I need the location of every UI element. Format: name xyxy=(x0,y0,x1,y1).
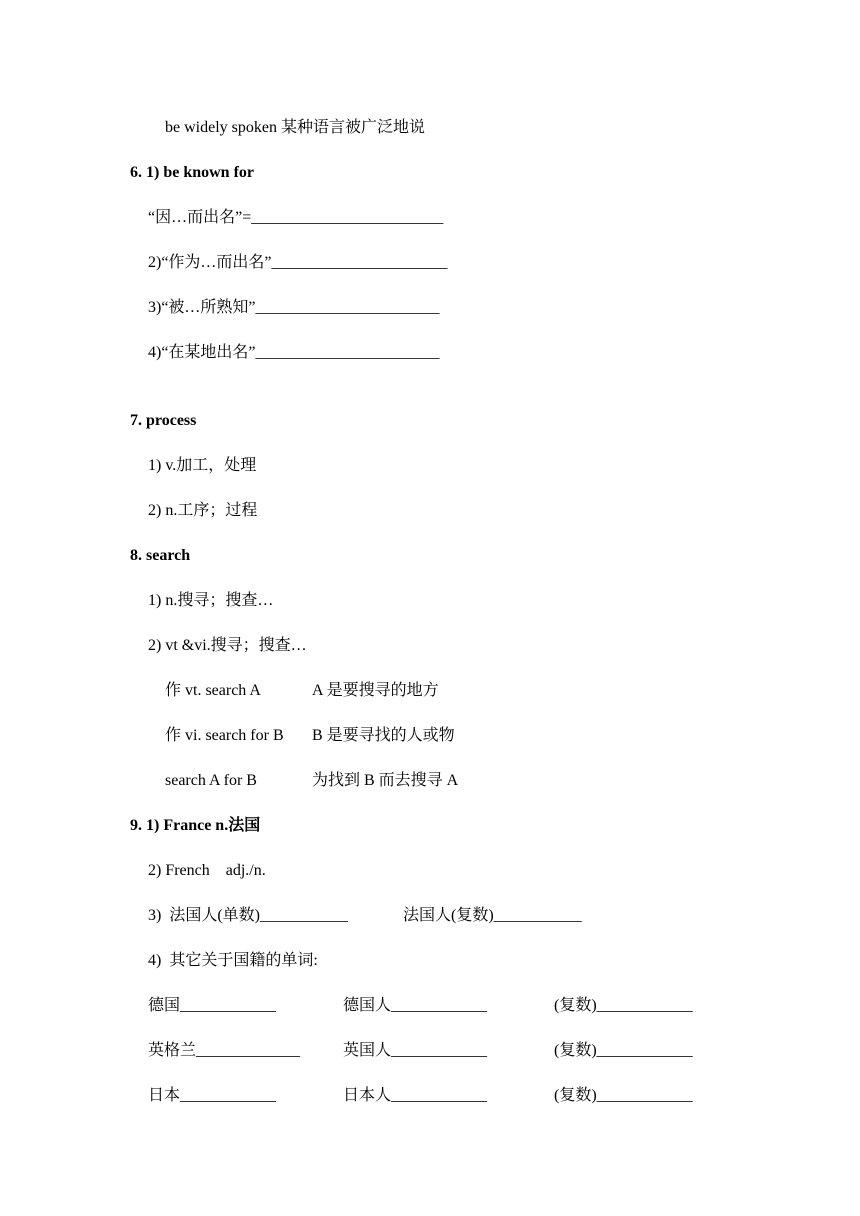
item-8-usage-3-form: search A for B xyxy=(165,772,257,789)
item-9-heading: 9. 1) France n.法国 xyxy=(130,817,261,834)
item-6-heading: 6. 1) be known for xyxy=(130,164,255,181)
item-7-line-2: 2) n.工序；过程 xyxy=(148,502,258,519)
item-9-line-4: 4) 其它关于国籍的单词: xyxy=(148,952,318,969)
item-6-line-4: 4)“在某地出名”_______________________ xyxy=(148,344,440,361)
item-6-line-3: 3)“被…所熟知”_______________________ xyxy=(148,299,440,316)
nationality-row-3-plural: (复数)____________ xyxy=(554,1087,693,1104)
item-7-line-1: 1) v.加工，处理 xyxy=(148,457,257,474)
item-8-usage-1-form: 作 vt. search A xyxy=(165,682,261,699)
item-8-usage-2-form: 作 vi. search for B xyxy=(165,727,284,744)
item-8-usage-1-meaning: A 是要搜寻的地方 xyxy=(312,682,439,699)
nationality-row-3-country: 日本____________ xyxy=(148,1087,277,1104)
nationality-row-1-plural: (复数)____________ xyxy=(554,997,693,1014)
nationality-row-2-plural: (复数)____________ xyxy=(554,1042,693,1059)
item-7-heading: 7. process xyxy=(130,412,197,429)
nationality-row-1-person: 德国人____________ xyxy=(343,997,488,1014)
nationality-row-3-person: 日本人____________ xyxy=(343,1087,488,1104)
item-8-line-1: 1) n.搜寻；搜查… xyxy=(148,592,274,609)
item-6-line-2: 2)“作为…而出名”______________________ xyxy=(148,254,448,271)
item-9-line-3-plural: 法国人(复数)___________ xyxy=(403,907,582,924)
item-8-line-2: 2) vt &vi.搜寻；搜查… xyxy=(148,637,307,654)
item-8-usage-3-meaning: 为找到 B 而去搜寻 A xyxy=(312,772,459,789)
nationality-row-2-person: 英国人____________ xyxy=(343,1042,488,1059)
nationality-row-2-country: 英格兰_____________ xyxy=(148,1042,301,1059)
item-8-heading: 8. search xyxy=(130,547,191,564)
item-6-line-1: “因…而出名”=________________________ xyxy=(148,209,444,226)
item-9-line-2: 2) French adj./n. xyxy=(148,862,266,879)
phrase-widely-spoken: be widely spoken 某种语言被广泛地说 xyxy=(165,119,425,136)
item-8-usage-2-meaning: B 是要寻找的人或物 xyxy=(312,727,455,744)
item-9-line-3-singular: 3) 法国人(单数)___________ xyxy=(148,907,348,924)
nationality-row-1-country: 德国____________ xyxy=(148,997,277,1014)
